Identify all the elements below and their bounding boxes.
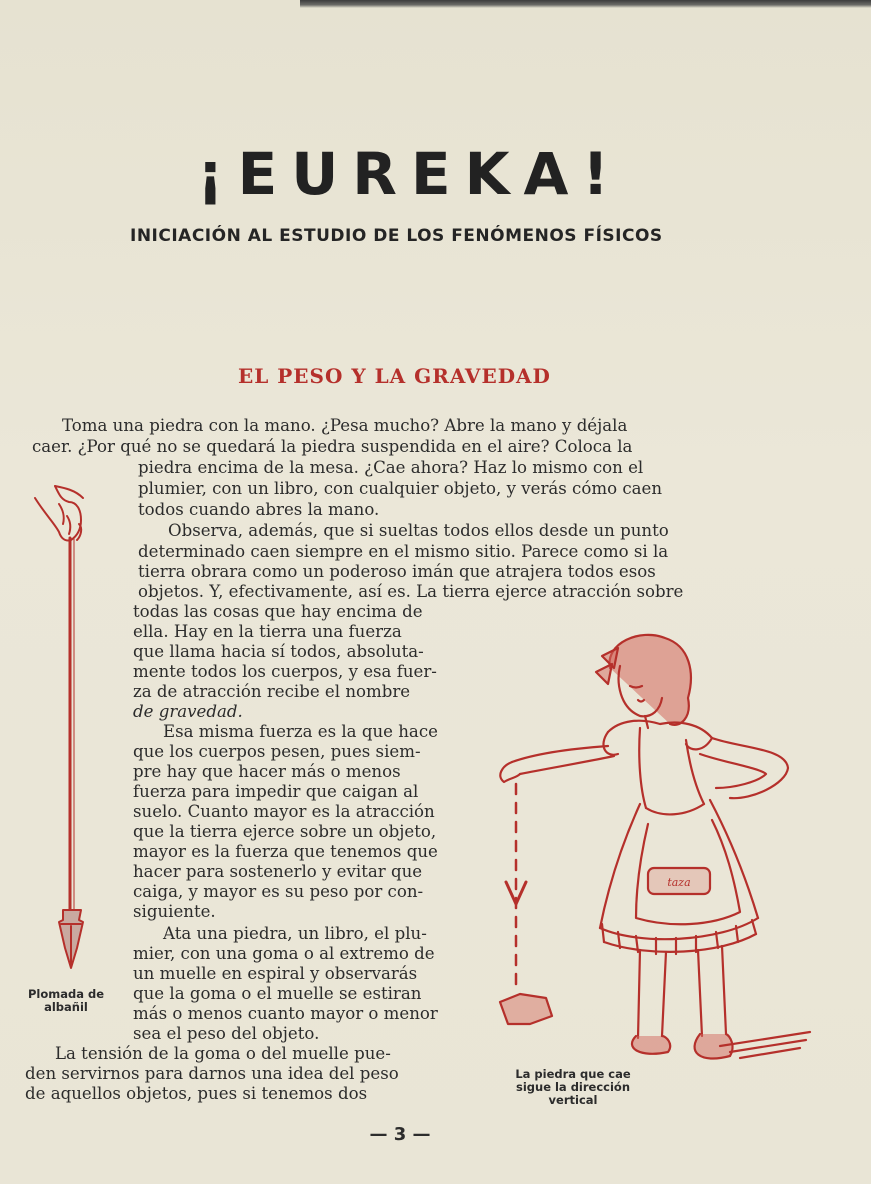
text-line: den servirnos para darnos una idea del peso [25, 1064, 399, 1083]
text-line: piedra encima de la mesa. ¿Cae ahora? Haz lo mismo con el [138, 458, 644, 477]
text-line: Esa misma fuerza es la que hace [163, 722, 438, 741]
text-line: hacer para sostenerlo y evitar que [133, 862, 423, 881]
text-line: de aquellos objetos, pues si tenemos dos [25, 1084, 368, 1103]
text-line: todas las cosas que hay encima de [133, 602, 423, 621]
text-line: más o menos cuanto mayor o menor [133, 1004, 438, 1023]
text-line: mayor es la fuerza que tenemos que [133, 842, 438, 861]
text-line: za de atracción recibe el nombre [133, 682, 411, 701]
text-line: fuerza para impedir que caigan al [133, 782, 419, 801]
text-line: caer. ¿Por qué no se quedará la piedra suspendida en el aire? Coloca la [32, 437, 633, 456]
text-line: pre hay que hacer más o menos [133, 762, 401, 781]
plumb-line-caption: Plomada de albañil [27, 987, 105, 1014]
text-line: suelo. Cuanto mayor es la atracción [133, 802, 435, 821]
text-line: mier, con una goma o al extremo de [133, 944, 435, 963]
text-line: Ata una piedra, un libro, el plu- [163, 924, 427, 943]
plumb-line-illustration [25, 480, 115, 980]
page-subtitle: INICIACIÓN AL ESTUDIO DE LOS FENÓMENOS FÍSICOS [130, 226, 663, 246]
text-line: determinado caen siempre en el mismo sitio. Parece como si la [138, 542, 669, 561]
section-title: EL PESO Y LA GRAVEDAD [238, 364, 551, 388]
text-line: mente todos los cuerpos, y esa fuer- [133, 662, 437, 681]
text-line: tierra obrara como un poderoso imán que atrajera todos esos [138, 562, 656, 581]
page-title: ¡EUREKA! [197, 140, 623, 208]
text-line: todos cuando abres la mano. [138, 500, 380, 519]
text-line: siguiente. [133, 902, 216, 921]
text-line: caiga, y mayor es su peso por con- [133, 882, 424, 901]
text-line: plumier, con un libro, con cualquier objeto, y verás cómo caen [138, 479, 663, 498]
text-line: Observa, además, que si sueltas todos ellos desde un punto [168, 521, 669, 540]
page-number: — 3 — [369, 1124, 431, 1145]
text-line: que los cuerpos pesen, pues siem- [133, 742, 421, 761]
text-line: sea el peso del objeto. [133, 1024, 320, 1043]
girl-caption: La piedra que cae sigue la dirección vertical [515, 1067, 631, 1107]
text-line: La tensión de la goma o del muelle pue- [55, 1044, 391, 1063]
text-line: de gravedad. [133, 702, 243, 721]
text-line: Toma una piedra con la mano. ¿Pesa mucho? Abre la mano y déjala [62, 416, 628, 435]
text-line: ella. Hay en la tierra una fuerza [133, 622, 402, 641]
apron-label: taza [667, 876, 691, 889]
text-line: un muelle en espiral y observarás [133, 964, 418, 983]
girl-dropping-stone-illustration [490, 628, 820, 1108]
text-line: que la tierra ejerce sobre un objeto, [133, 822, 437, 841]
text-line: objetos. Y, efectivamente, así es. La tierra ejerce atracción sobre [138, 582, 684, 601]
text-line: que llama hacia sí todos, absoluta- [133, 642, 424, 661]
book-cover-edge [300, 0, 871, 8]
text-line: que la goma o el muelle se estiran [133, 984, 422, 1003]
